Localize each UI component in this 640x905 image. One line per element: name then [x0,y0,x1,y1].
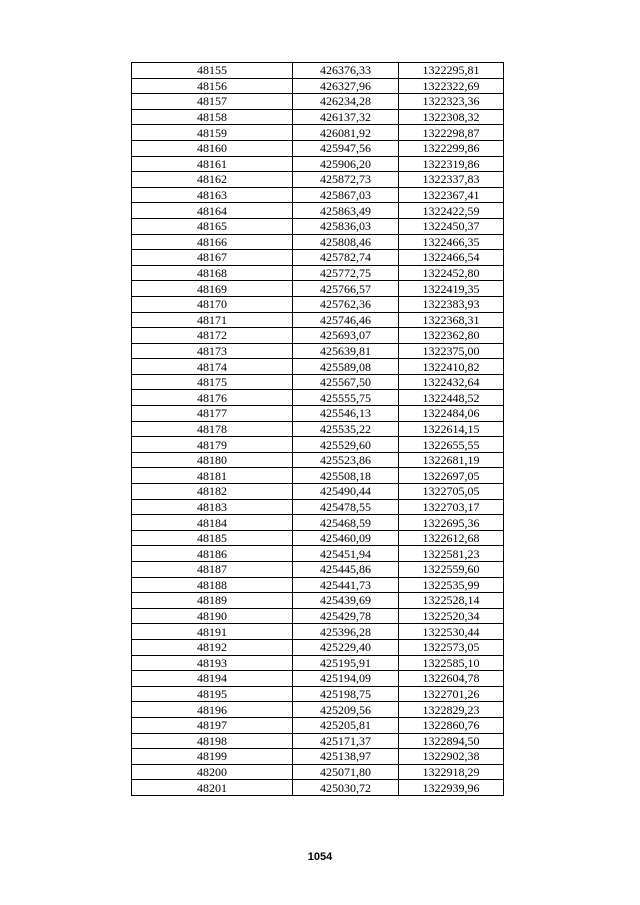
point-number-cell: 48200 [132,764,293,780]
x-coordinate-cell: 425906,20 [293,156,399,172]
table-row [132,328,504,344]
point-number-cell: 48187 [132,562,293,578]
table-row [132,63,504,79]
y-coordinate-cell: 1322705,05 [399,484,504,500]
y-coordinate-cell: 1322452,80 [399,265,504,281]
x-coordinate-cell: 425490,44 [293,484,399,500]
table-body [132,63,504,796]
x-coordinate-cell: 426234,28 [293,94,399,110]
y-coordinate-cell: 1322299,86 [399,140,504,156]
table-row [132,265,504,281]
table-row [132,468,504,484]
x-coordinate-cell: 425772,75 [293,265,399,281]
x-coordinate-cell: 425947,56 [293,140,399,156]
y-coordinate-cell: 1322319,86 [399,156,504,172]
point-number-cell: 48164 [132,203,293,219]
table-row [132,639,504,655]
table-row [132,281,504,297]
table-row [132,437,504,453]
table-row [132,94,504,110]
table-row [132,359,504,375]
point-number-cell: 48174 [132,359,293,375]
table-row [132,499,504,515]
point-number-cell: 48161 [132,156,293,172]
point-number-cell: 48172 [132,328,293,344]
y-coordinate-cell: 1322655,55 [399,437,504,453]
table-row [132,686,504,702]
y-coordinate-cell: 1322308,32 [399,109,504,125]
y-coordinate-cell: 1322573,05 [399,639,504,655]
x-coordinate-cell: 426327,96 [293,78,399,94]
table-row [132,421,504,437]
point-number-cell: 48186 [132,546,293,562]
table-row [132,577,504,593]
x-coordinate-cell: 426376,33 [293,63,399,79]
point-number-cell: 48156 [132,78,293,94]
table-row [132,156,504,172]
point-number-cell: 48184 [132,515,293,531]
table-row [132,203,504,219]
table-row [132,780,504,796]
point-number-cell: 48197 [132,717,293,733]
table-row [132,172,504,188]
table-row [132,546,504,562]
table-row [132,608,504,624]
y-coordinate-cell: 1322362,80 [399,328,504,344]
table-row [132,562,504,578]
x-coordinate-cell: 425782,74 [293,250,399,266]
point-number-cell: 48195 [132,686,293,702]
point-number-cell: 48163 [132,187,293,203]
y-coordinate-cell: 1322860,76 [399,717,504,733]
table-row [132,749,504,765]
x-coordinate-cell: 425439,69 [293,593,399,609]
y-coordinate-cell: 1322604,78 [399,671,504,687]
y-coordinate-cell: 1322530,44 [399,624,504,640]
point-number-cell: 48193 [132,655,293,671]
table-row [132,406,504,422]
x-coordinate-cell: 425198,75 [293,686,399,702]
point-number-cell: 48157 [132,94,293,110]
x-coordinate-cell: 425468,59 [293,515,399,531]
x-coordinate-cell: 425229,40 [293,639,399,655]
x-coordinate-cell: 425451,94 [293,546,399,562]
y-coordinate-cell: 1322939,96 [399,780,504,796]
x-coordinate-cell: 425523,86 [293,452,399,468]
table-row [132,515,504,531]
x-coordinate-cell: 425429,78 [293,608,399,624]
y-coordinate-cell: 1322614,15 [399,421,504,437]
y-coordinate-cell: 1322322,69 [399,78,504,94]
x-coordinate-cell: 425205,81 [293,717,399,733]
x-coordinate-cell: 425138,97 [293,749,399,765]
table-row [132,109,504,125]
x-coordinate-cell: 425071,80 [293,764,399,780]
coordinates-table [131,62,504,796]
y-coordinate-cell: 1322894,50 [399,733,504,749]
y-coordinate-cell: 1322829,23 [399,702,504,718]
point-number-cell: 48167 [132,250,293,266]
table-row [132,671,504,687]
x-coordinate-cell: 425746,46 [293,312,399,328]
y-coordinate-cell: 1322419,35 [399,281,504,297]
point-number-cell: 48162 [132,172,293,188]
x-coordinate-cell: 425555,75 [293,390,399,406]
table-row [132,717,504,733]
point-number-cell: 48169 [132,281,293,297]
y-coordinate-cell: 1322466,35 [399,234,504,250]
table-row [132,312,504,328]
x-coordinate-cell: 425194,09 [293,671,399,687]
table-row [132,624,504,640]
point-number-cell: 48155 [132,63,293,79]
point-number-cell: 48166 [132,234,293,250]
y-coordinate-cell: 1322383,93 [399,296,504,312]
y-coordinate-cell: 1322422,59 [399,203,504,219]
y-coordinate-cell: 1322375,00 [399,343,504,359]
table-row [132,593,504,609]
y-coordinate-cell: 1322559,60 [399,562,504,578]
x-coordinate-cell: 425535,22 [293,421,399,437]
x-coordinate-cell: 425195,91 [293,655,399,671]
point-number-cell: 48180 [132,452,293,468]
x-coordinate-cell: 426137,32 [293,109,399,125]
y-coordinate-cell: 1322697,05 [399,468,504,484]
x-coordinate-cell: 425460,09 [293,530,399,546]
y-coordinate-cell: 1322367,41 [399,187,504,203]
table-row [132,484,504,500]
page-number: 1054 [307,851,333,863]
x-coordinate-cell: 425546,13 [293,406,399,422]
x-coordinate-cell: 425836,03 [293,218,399,234]
y-coordinate-cell: 1322612,68 [399,530,504,546]
y-coordinate-cell: 1322466,54 [399,250,504,266]
point-number-cell: 48170 [132,296,293,312]
x-coordinate-cell: 425808,46 [293,234,399,250]
y-coordinate-cell: 1322484,06 [399,406,504,422]
y-coordinate-cell: 1322368,31 [399,312,504,328]
table-row [132,702,504,718]
y-coordinate-cell: 1322520,34 [399,608,504,624]
x-coordinate-cell: 425445,86 [293,562,399,578]
x-coordinate-cell: 425693,07 [293,328,399,344]
y-coordinate-cell: 1322703,17 [399,499,504,515]
point-number-cell: 48192 [132,639,293,655]
table-row [132,764,504,780]
y-coordinate-cell: 1322585,10 [399,655,504,671]
x-coordinate-cell: 425171,37 [293,733,399,749]
point-number-cell: 48178 [132,421,293,437]
x-coordinate-cell: 425529,60 [293,437,399,453]
table-row [132,733,504,749]
x-coordinate-cell: 425209,56 [293,702,399,718]
x-coordinate-cell: 425567,50 [293,374,399,390]
table-row [132,343,504,359]
y-coordinate-cell: 1322323,36 [399,94,504,110]
table-row [132,78,504,94]
x-coordinate-cell: 425589,08 [293,359,399,375]
point-number-cell: 48173 [132,343,293,359]
y-coordinate-cell: 1322337,83 [399,172,504,188]
y-coordinate-cell: 1322410,82 [399,359,504,375]
table-row [132,655,504,671]
point-number-cell: 48183 [132,499,293,515]
x-coordinate-cell: 426081,92 [293,125,399,141]
point-number-cell: 48158 [132,109,293,125]
table-row [132,296,504,312]
x-coordinate-cell: 425872,73 [293,172,399,188]
y-coordinate-cell: 1322528,14 [399,593,504,609]
x-coordinate-cell: 425396,28 [293,624,399,640]
point-number-cell: 48199 [132,749,293,765]
x-coordinate-cell: 425766,57 [293,281,399,297]
point-number-cell: 48168 [132,265,293,281]
point-number-cell: 48176 [132,390,293,406]
y-coordinate-cell: 1322295,81 [399,63,504,79]
y-coordinate-cell: 1322450,37 [399,218,504,234]
point-number-cell: 48175 [132,374,293,390]
x-coordinate-cell: 425441,73 [293,577,399,593]
x-coordinate-cell: 425508,18 [293,468,399,484]
point-number-cell: 48160 [132,140,293,156]
y-coordinate-cell: 1322448,52 [399,390,504,406]
point-number-cell: 48159 [132,125,293,141]
point-number-cell: 48189 [132,593,293,609]
table-row [132,390,504,406]
point-number-cell: 48196 [132,702,293,718]
x-coordinate-cell: 425863,49 [293,203,399,219]
point-number-cell: 48181 [132,468,293,484]
y-coordinate-cell: 1322581,23 [399,546,504,562]
y-coordinate-cell: 1322701,26 [399,686,504,702]
table-row [132,125,504,141]
y-coordinate-cell: 1322695,36 [399,515,504,531]
point-number-cell: 48179 [132,437,293,453]
table-row [132,187,504,203]
x-coordinate-cell: 425867,03 [293,187,399,203]
x-coordinate-cell: 425639,81 [293,343,399,359]
table-row [132,452,504,468]
point-number-cell: 48185 [132,530,293,546]
table-row [132,250,504,266]
table-row [132,140,504,156]
point-number-cell: 48201 [132,780,293,796]
point-number-cell: 48182 [132,484,293,500]
y-coordinate-cell: 1322432,64 [399,374,504,390]
y-coordinate-cell: 1322918,29 [399,764,504,780]
point-number-cell: 48198 [132,733,293,749]
point-number-cell: 48171 [132,312,293,328]
table-row [132,530,504,546]
x-coordinate-cell: 425478,55 [293,499,399,515]
point-number-cell: 48165 [132,218,293,234]
x-coordinate-cell: 425762,36 [293,296,399,312]
point-number-cell: 48188 [132,577,293,593]
point-number-cell: 48190 [132,608,293,624]
point-number-cell: 48194 [132,671,293,687]
y-coordinate-cell: 1322535,99 [399,577,504,593]
table-row [132,234,504,250]
y-coordinate-cell: 1322298,87 [399,125,504,141]
y-coordinate-cell: 1322902,38 [399,749,504,765]
y-coordinate-cell: 1322681,19 [399,452,504,468]
table-row [132,218,504,234]
table-row [132,374,504,390]
point-number-cell: 48191 [132,624,293,640]
x-coordinate-cell: 425030,72 [293,780,399,796]
point-number-cell: 48177 [132,406,293,422]
